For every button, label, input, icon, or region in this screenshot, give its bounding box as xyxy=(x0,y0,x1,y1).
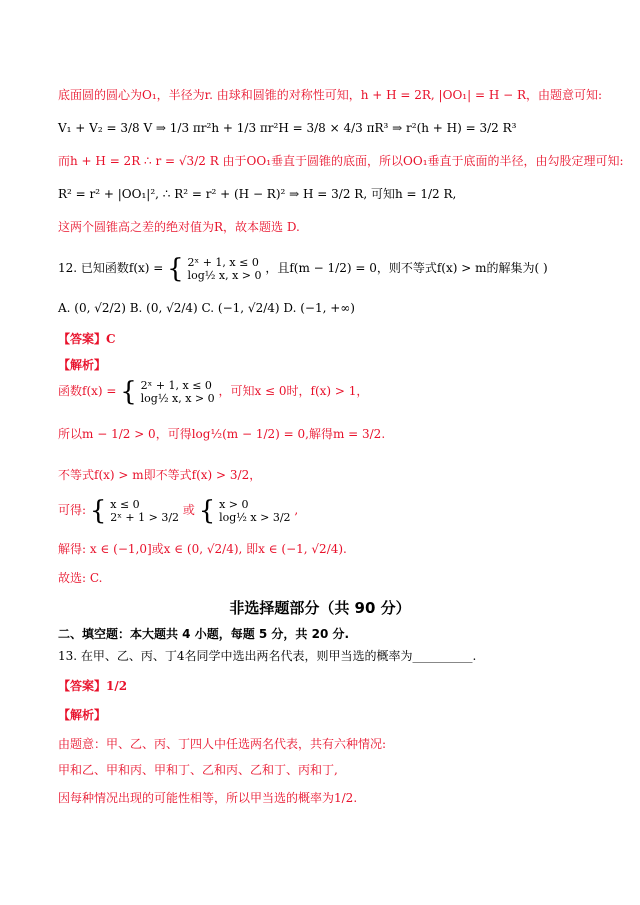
solution-line-1: 底面圆的圆心为O₁，半径为r. 由球和圆锥的对称性可知，h + H = 2R, |OO₁| = H − R，由题意可知: xyxy=(58,88,603,102)
question-12-options: A. (0, √2/2) B. (0, √2/4) C. (−1, √2/4) D. (−1, +∞) xyxy=(58,301,355,315)
a4-case-2b: log½ x > 3/2 xyxy=(219,510,291,524)
analysis-line-4 xyxy=(58,497,298,524)
answer-12 xyxy=(58,331,116,347)
a1-case-2: log½ x, x > 0 xyxy=(140,391,215,405)
analysis-line-5: 解得: x ∈ (−1,0]或x ∈ (0, √2/4), 即x ∈ (−1, √2/4). xyxy=(58,542,347,556)
solution-line-5: 这两个圆锥高之差的绝对值为R，故本题选 D. xyxy=(58,220,300,234)
fill-in-header: 二、填空题：本大题共 4 小题，每题 5 分，共 20 分. xyxy=(58,627,350,641)
a1-prefix: 函数f(x) = xyxy=(58,384,117,398)
a1-suffix: ，可知x ≤ 0时，f(x) > 1， xyxy=(218,384,369,398)
answer-label: 【答案】 xyxy=(58,679,107,693)
analysis-13-line-2: 甲和乙、甲和丙、甲和丁、乙和丙、乙和丁、丙和丁, xyxy=(58,763,338,777)
solution-line-4: R² = r² + |OO₁|², ∴ R² = r² + (H − R)² ⇒ H = 3/2 R, 可知h = 1/2 R, xyxy=(58,187,457,201)
q12-case-2: log½ x, x > 0 xyxy=(187,268,262,282)
q12-suffix: ，且f(m − 1/2) = 0，则不等式f(x) > m的解集为( ) xyxy=(265,261,548,275)
a1-case-1: 2ˣ + 1, x ≤ 0 xyxy=(140,378,212,392)
q12-case-1: 2ˣ + 1, x ≤ 0 xyxy=(187,255,259,269)
a4-or: 或 xyxy=(182,503,195,517)
analysis-line-3: 不等式f(x) > m即不等式f(x) > 3/2， xyxy=(58,468,262,482)
a4-case-1a: x ≤ 0 xyxy=(110,497,140,511)
a4-prefix: 可得: xyxy=(58,503,87,517)
answer-label: 【答案】 xyxy=(58,332,107,346)
left-brace-icon: { xyxy=(198,495,216,526)
q12-cases xyxy=(188,256,262,282)
q12-prefix: 12. 已知函数f(x) = xyxy=(58,261,164,275)
answer-13 xyxy=(58,678,127,694)
analysis-13-line-1: 由题意：甲、乙、丙、丁四人中任选两名代表，共有六种情况: xyxy=(58,737,387,751)
a4-cases-2 xyxy=(219,498,290,524)
left-brace-icon: { xyxy=(89,495,107,526)
a4-suffix: , xyxy=(294,503,299,517)
a4-case-1b: 2ˣ + 1 > 3/2 xyxy=(110,510,180,524)
answer-value: C xyxy=(106,332,116,346)
question-12 xyxy=(58,255,548,282)
analysis-13-label: 【解析】 xyxy=(58,708,107,722)
analysis-line-2: 所以m − 1/2 > 0，可得log½(m − 1/2) = 0,解得m = 3/2. xyxy=(58,427,386,441)
solution-line-3: 而h + H = 2R ∴ r = √3/2 R 由于OO₁垂直于圆锥的底面，所以OO₁垂直于底面的半径，由勾股定理可知: xyxy=(58,154,624,168)
analysis-line-6: 故选: C. xyxy=(58,571,103,585)
answer-value: 1/2 xyxy=(106,679,128,693)
section-title: 非选择题部分（共 90 分） xyxy=(229,599,411,617)
question-13: 13. 在甲、乙、丙、丁4名同学中选出两名代表，则甲当选的概率为__________. xyxy=(58,649,477,663)
a4-cases-1 xyxy=(110,498,179,524)
left-brace-icon: { xyxy=(167,253,184,284)
a4-case-2a: x > 0 xyxy=(219,497,249,511)
left-brace-icon: { xyxy=(120,376,137,407)
analysis-13-line-3: 因每种情况出现的可能性相等，所以甲当选的概率为1/2. xyxy=(58,791,358,805)
a1-cases xyxy=(141,379,215,405)
solution-line-2: V₁ + V₂ = 3/8 V ⇒ 1/3 πr²h + 1/3 πr²H = 3/8 × 4/3 πR³ ⇒ r²(h + H) = 3/2 R³ xyxy=(58,121,517,135)
analysis-12-label: 【解析】 xyxy=(58,358,107,372)
analysis-line-1 xyxy=(58,378,368,405)
